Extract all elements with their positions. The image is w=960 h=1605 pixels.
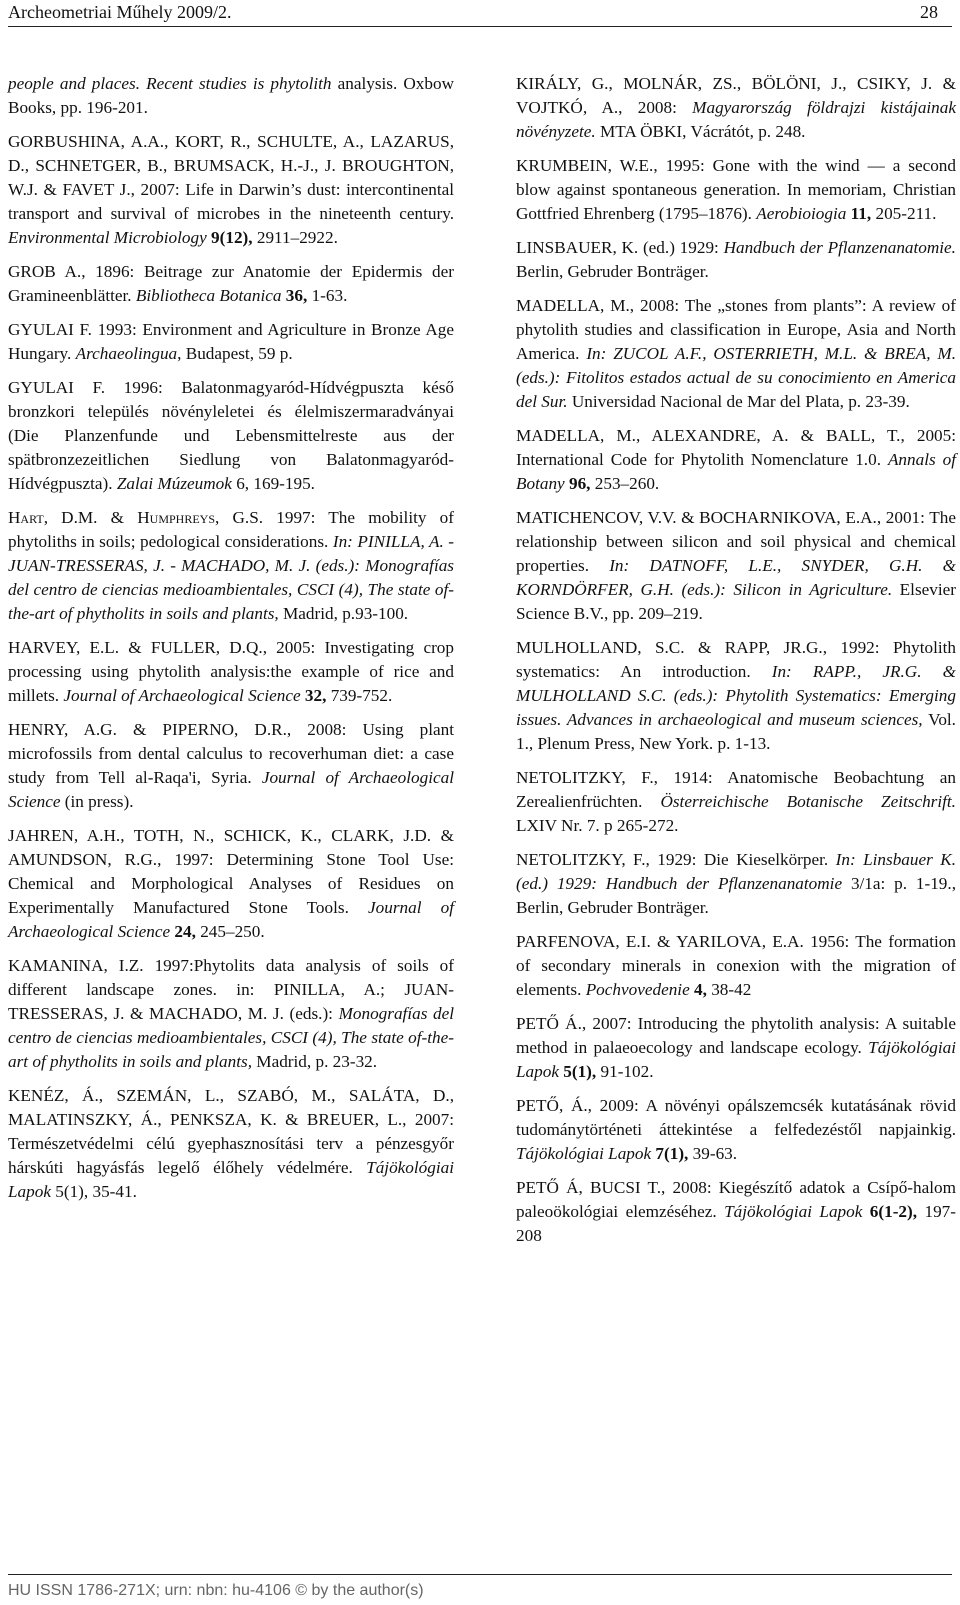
reference-text: (in press). bbox=[60, 792, 134, 811]
reference-entry bbox=[8, 636, 454, 708]
references-left-column bbox=[8, 72, 454, 1214]
reference-text: 5(1), 35-41. bbox=[50, 1182, 137, 1201]
reference-text: Tájökológiai Lapok bbox=[516, 1144, 652, 1163]
reference-text: GROB A., 1896: Beitrage zur Anatomie der Epidermis der Gramineenblätter. bbox=[8, 262, 454, 305]
reference-entry bbox=[516, 1094, 956, 1166]
reference-text: 5(1), bbox=[558, 1062, 601, 1081]
reference-text: LXIV Nr. 7. p 265-272. bbox=[516, 816, 679, 835]
reference-text: 91-102. bbox=[600, 1062, 654, 1081]
reference-entry bbox=[8, 718, 454, 814]
reference-text: 38-42 bbox=[711, 980, 752, 999]
reference-text: 9(12), bbox=[206, 228, 257, 247]
reference-text: 24, bbox=[170, 922, 201, 941]
reference-text: Archaeolingua bbox=[75, 344, 178, 363]
reference-entry bbox=[516, 424, 956, 496]
reference-entry bbox=[8, 1084, 454, 1204]
reference-entry bbox=[516, 294, 956, 414]
reference-text: 39-63. bbox=[692, 1144, 738, 1163]
reference-text: 245–250. bbox=[200, 922, 265, 941]
reference-text: Journal of Archaeological Science bbox=[8, 768, 454, 811]
reference-text: 11, bbox=[846, 204, 876, 223]
reference-text: Bibliotheca Botanica bbox=[135, 286, 282, 305]
reference-text: MULHOLLAND, S.C. & RAPP, JR.G., 1992: Phytolith systematics: An introduction. bbox=[516, 638, 956, 681]
reference-text: GORBUSHINA, A.A., KORT, R., SCHULTE, A., LAZARUS, D., SCHNETGER, B., BRUMSACK, H.-J., J. BROUGHTON, W.J. & FAVET J., 2007: Life in Darwin’s dust: intercontinental transport and survival of microbes in the nineteenth century. bbox=[8, 132, 454, 223]
reference-text: people and places. Recent studies is phytolith bbox=[8, 74, 332, 93]
reference-text: Tájökológiai Lapok bbox=[724, 1202, 863, 1221]
reference-text: MTA ÖBKI, Vácrátót, p. 248. bbox=[595, 122, 806, 141]
reference-text: Universidad Nacional de Mar del Plata, p. 23-39. bbox=[567, 392, 910, 411]
reference-text: MADELLA, M., ALEXANDRE, A. & BALL, T., 2005: International Code for Phytolith Nomenclature 1.0. bbox=[516, 426, 956, 469]
reference-text: 32, bbox=[300, 686, 331, 705]
reference-entry bbox=[516, 636, 956, 756]
reference-text: NETOLITZKY, F., 1914: Anatomische Beobachtung an Zerealienfrüchten. bbox=[516, 768, 956, 811]
reference-text: 3/1a: p. 1-19., Berlin, Gebruder Bonträger. bbox=[516, 874, 956, 917]
reference-text: 1997: The mobility of phytoliths in soils; pedological considerations. bbox=[8, 508, 454, 551]
reference-text: GYULAI F. 1996: Balatonmagyaród-Hídvégpuszta késő bronzkori település növényleletei és élelmiszermaradványai (Die Planzenfunde und Lebensmittelreste aus der spätbronzezeitlichen Siedlung von Balatonmagyaród-Hídvégpuszta). bbox=[8, 378, 454, 493]
reference-entry bbox=[8, 72, 454, 120]
reference-text: Aerobioiogia bbox=[756, 204, 847, 223]
reference-entry bbox=[516, 72, 956, 144]
reference-text: Zalai Múzeumok bbox=[116, 474, 232, 493]
reference-text: Monografías del centro de ciencias medioambientales, CSCI (4), The state of-the-art of phytholits in soils and plants, bbox=[8, 1004, 454, 1071]
reference-text: 36, bbox=[281, 286, 312, 305]
footer-text: HU ISSN 1786-271X; urn: nbn: hu-4106 © by the author(s) bbox=[8, 1582, 424, 1599]
reference-text: Tájökológiai Lapok bbox=[8, 1158, 454, 1201]
page-footer bbox=[8, 1574, 952, 1605]
reference-text: 7(1), bbox=[651, 1144, 693, 1163]
reference-text: 205-211. bbox=[875, 204, 937, 223]
reference-text: 2911–2922. bbox=[256, 228, 338, 247]
reference-text: Madrid, p. 23-32. bbox=[252, 1052, 378, 1071]
reference-text: Vol. 1., Plenum Press, New York. p. 1-13. bbox=[516, 710, 956, 753]
reference-text: KAMANINA, I.Z. 1997:Phytolits data analysis of soils of different landscape zones. in: PINILLA, A.; JUAN-TRESSERAS, J. & MACHADO, M. J. (eds.): bbox=[8, 956, 454, 1023]
reference-text: Annals of Botany bbox=[516, 450, 956, 493]
reference-text: In: Linsbauer K. (ed.) 1929: Handbuch der Pflanzenanatomie bbox=[516, 850, 956, 893]
reference-text: KENÉZ, Á., SZEMÁN, L., SZABÓ, M., SALÁTA, D., MALATINSZKY, Á., PENKSZA, K. & BREUER, L., 2007: Természetvédelmi célú gyephasznosítási terv a pénzesgyőr hárskúti hagyásfás legelő élőhely védelmére. bbox=[8, 1086, 454, 1177]
reference-text: MATICHENCOV, V.V. & BOCHARNIKOVA, E.A., 2001: The relationship between silicon and soil physical and chemical properties. bbox=[516, 508, 956, 575]
reference-entry bbox=[516, 1012, 956, 1084]
reference-text: Tájökológiai Lapok bbox=[516, 1038, 956, 1081]
reference-text: Journal of Archaeological Science bbox=[63, 686, 301, 705]
reference-entry bbox=[516, 506, 956, 626]
reference-text: 4, bbox=[689, 980, 712, 999]
reference-entry bbox=[8, 318, 454, 366]
reference-text: Österreichische Botanische Zeitschrift. bbox=[660, 792, 956, 811]
reference-text: HENRY, A.G. & PIPERNO, D.R., 2008: Using plant microfossils from dental calculus to recoverhuman diet: a case study from Tell al-Raqa'i, Syria. bbox=[8, 720, 454, 787]
reference-entry bbox=[8, 376, 454, 496]
reference-entry bbox=[516, 766, 956, 838]
reference-text: PETŐ Á., 2007: Introducing the phytolith analysis: A suitable method in palaeoecology and landscape ecology. bbox=[516, 1014, 956, 1057]
reference-text: GYULAI F. 1993: Environment and Agriculture in Bronze Age Hungary. bbox=[8, 320, 454, 363]
reference-text: Handbuch der Pflanzenanatomie. bbox=[723, 238, 956, 257]
reference-text: Elsevier Science B.V., pp. 209–219. bbox=[516, 580, 956, 623]
reference-text: 197-208 bbox=[516, 1202, 956, 1245]
reference-text: 6(1-2), bbox=[862, 1202, 925, 1221]
reference-text: KIRÁLY, G., MOLNÁR, ZS., BÖLÖNI, J., CSIKY, J. & VOJTKÓ, A., 2008: bbox=[516, 74, 956, 117]
reference-text: NETOLITZKY, F., 1929: Die Kieselkörper. bbox=[516, 850, 836, 869]
reference-text: Madrid, p.93-100. bbox=[278, 604, 409, 623]
reference-text: 739-752. bbox=[330, 686, 393, 705]
reference-entry bbox=[8, 260, 454, 308]
reference-text: PETŐ, Á., 2009: A növényi opálszemcsék kutatásának rövid tudománytörténeti áttekintése a felfedezéstől napjainkig. bbox=[516, 1096, 956, 1139]
page-number: 28 bbox=[920, 2, 938, 22]
reference-text: , Budapest, 59 p. bbox=[177, 344, 293, 363]
reference-text: In: DATNOFF, L.E., SNYDER, G.H. & KORNDÖRFER, G.H. (eds.): Silicon in Agriculture. bbox=[516, 556, 956, 599]
reference-entry bbox=[8, 954, 454, 1074]
reference-text: 6, 169-195. bbox=[231, 474, 315, 493]
reference-text: Journal of Archaeological Science bbox=[8, 898, 454, 941]
running-header bbox=[8, 0, 952, 27]
reference-text: Environmental Microbiology bbox=[8, 228, 207, 247]
journal-title: Archeometriai Műhely 2009/2. bbox=[8, 2, 232, 22]
reference-text: 96, bbox=[564, 474, 595, 493]
reference-text: HARVEY, E.L. & FULLER, D.Q., 2005: Investigating crop processing using phytolith analysis:the example of rice and millets. bbox=[8, 638, 454, 705]
reference-entry bbox=[8, 130, 454, 250]
reference-text: JAHREN, A.H., TOTH, N., SCHICK, K., CLARK, J.D. & AMUNDSON, R.G., 1997: Determining Stone Tool Use: Chemical and Morphological Analyses of Residues on Experimentally Manufactured Stone Tools. bbox=[8, 826, 454, 917]
reference-entry bbox=[516, 930, 956, 1002]
reference-text: MADELLA, M., 2008: The „stones from plants”: A review of phytolith studies and classification in Europe, Asia and North America. bbox=[516, 296, 956, 363]
reference-text: Pochvovedenie bbox=[585, 980, 690, 999]
reference-text: PARFENOVA, E.I. & YARILOVA, E.A. 1956: The formation of secondary minerals in conexion with the migration of elements. bbox=[516, 932, 956, 999]
reference-text: LINSBAUER, K. (ed.) 1929: bbox=[516, 238, 724, 257]
reference-text: 1-63. bbox=[311, 286, 348, 305]
reference-entry bbox=[516, 1176, 956, 1248]
reference-text: analysis. Oxbow Books, pp. 196-201. bbox=[8, 74, 454, 117]
reference-text: Magyarország földrajzi kistájainak növényzete. bbox=[516, 98, 957, 141]
reference-entry bbox=[8, 506, 454, 626]
reference-text: Hart, D.M. & Humphreys, G.S. bbox=[8, 508, 264, 527]
reference-text: Berlin, Gebruder Bonträger. bbox=[516, 262, 709, 281]
reference-text: PETŐ Á, BUCSI T., 2008: Kiegészítő adatok a Csípő-halom paleoökológiai elemzéséhez. bbox=[516, 1178, 956, 1221]
reference-entry bbox=[516, 236, 956, 284]
references-right-column bbox=[516, 72, 956, 1258]
reference-entry bbox=[516, 848, 956, 920]
reference-entry bbox=[8, 824, 454, 944]
reference-text: In: RAPP., JR.G. & MULHOLLAND S.C. (eds.): Phytolith Systematics: Emerging issues. Advances in archaeological and museum sciences, bbox=[516, 662, 956, 729]
reference-entry bbox=[516, 154, 956, 226]
reference-text: KRUMBEIN, W.E., 1995: Gone with the wind — a second blow against spontaneous generation. In memoriam, Christian Gottfried Ehrenberg (1795–1876). bbox=[516, 156, 956, 223]
reference-text: In: PINILLA, A. - JUAN-TRESSERAS, J. - MACHADO, M. J. (eds.): Monografías del centro de ciencias medioambientales, CSCI (4), The state of-the-art of phytholits in soils and plants, bbox=[8, 532, 455, 623]
reference-text: 253–260. bbox=[594, 474, 660, 493]
reference-text: In: ZUCOL A.F., OSTERRIETH, M.L. & BREA, M. (eds.): Fitolitos estados actual de su conocimiento en America del Sur. bbox=[516, 344, 956, 411]
